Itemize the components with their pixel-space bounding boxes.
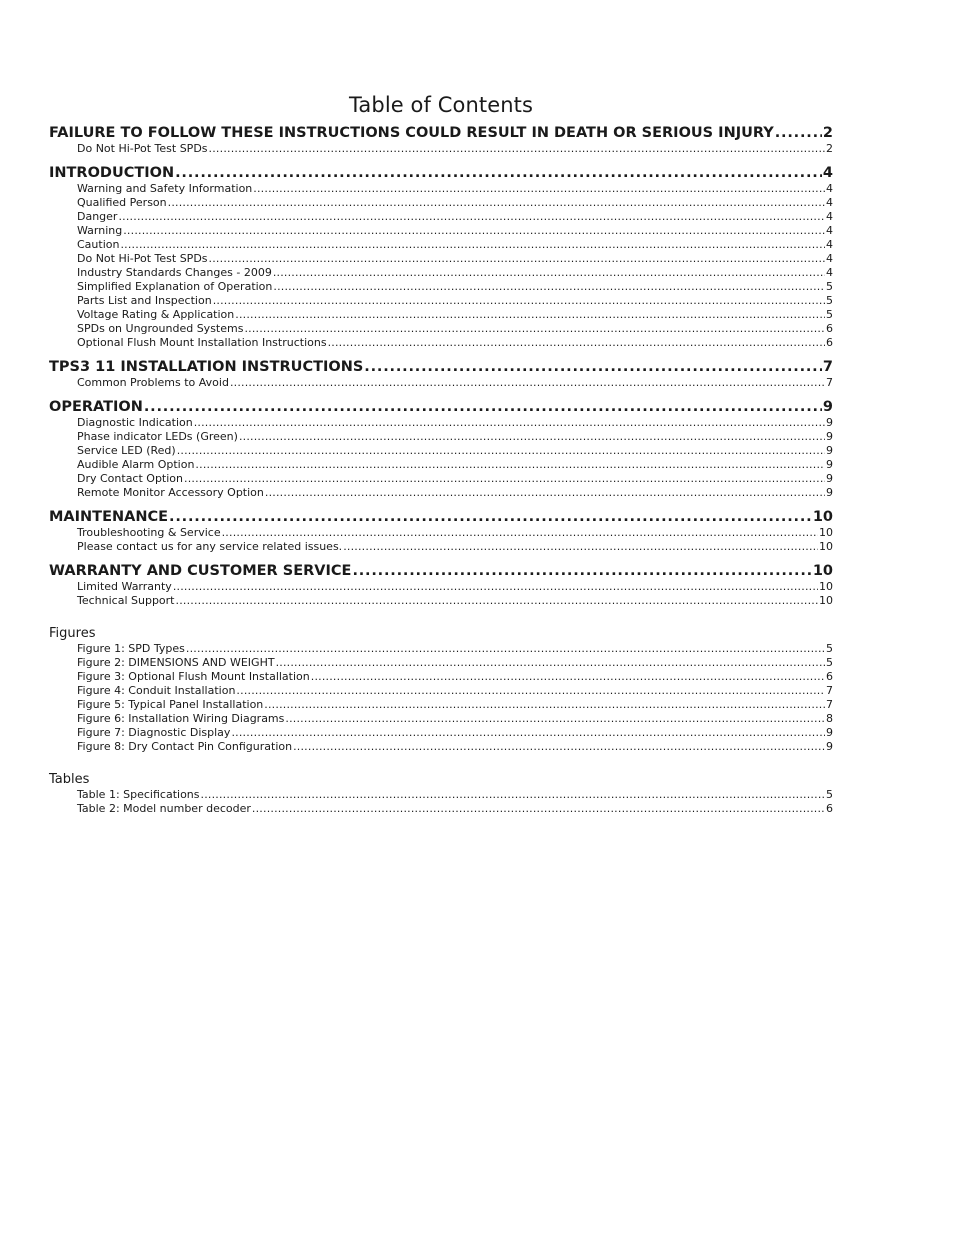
toc-page-number: 4 [826, 224, 833, 237]
figure-entry[interactable] [49, 642, 833, 656]
toc-section-heading[interactable] [49, 562, 833, 580]
dot-leader [123, 224, 825, 238]
toc-page-number: 7 [822, 359, 833, 375]
toc-entry[interactable] [49, 526, 833, 540]
dot-leader [144, 398, 822, 416]
toc-entry-label: Optional Flush Mount Installation Instructions [77, 336, 327, 349]
toc-section-heading[interactable] [49, 164, 833, 182]
toc-page-number: 9 [826, 740, 833, 753]
tables-list [49, 772, 833, 816]
toc-entry-label: Voltage Rating & Application [77, 308, 235, 321]
tables-heading: Tables [49, 772, 90, 787]
toc-page-number: 4 [826, 196, 833, 209]
dot-leader [364, 358, 822, 376]
toc-entry-label: Warning [77, 224, 123, 237]
dot-leader [222, 526, 818, 540]
toc-page-number: 6 [826, 802, 833, 815]
toc-page-number: 9 [822, 399, 833, 415]
toc-section [49, 358, 833, 390]
toc-entry-label: Do Not Hi-Pot Test SPDs [77, 142, 208, 155]
dot-leader [209, 142, 825, 156]
toc-page-number: 5 [826, 642, 833, 655]
toc-sections [49, 124, 833, 608]
toc-page-number: 5 [826, 656, 833, 669]
dot-leader [285, 712, 825, 726]
toc-entry[interactable] [49, 594, 833, 608]
figure-entry[interactable] [49, 726, 833, 740]
toc-entry[interactable] [49, 280, 833, 294]
toc-entry-label: FAILURE TO FOLLOW THESE INSTRUCTIONS COULD RESULT IN DEATH OR SERIOUS INJURY [49, 125, 774, 141]
toc-entry-label: Industry Standards Changes - 2009 [77, 266, 272, 279]
toc-entry[interactable] [49, 182, 833, 196]
table-entry[interactable] [49, 802, 833, 816]
toc-page-number: 6 [826, 336, 833, 349]
dot-leader [120, 238, 825, 252]
dot-leader [293, 740, 825, 754]
toc-entry-label: Dry Contact Option [77, 472, 184, 485]
toc-page-number: 7 [826, 376, 833, 389]
toc-entry[interactable] [49, 336, 833, 350]
toc-entry-label: MAINTENANCE [49, 509, 169, 525]
toc-page-number: 6 [826, 322, 833, 335]
toc-entry[interactable] [49, 430, 833, 444]
figure-entry[interactable] [49, 684, 833, 698]
toc-entry[interactable] [49, 238, 833, 252]
toc-entry-label: OPERATION [49, 399, 143, 415]
toc-entry[interactable] [49, 444, 833, 458]
dot-leader [231, 726, 825, 740]
toc-page-number: 10 [819, 526, 833, 539]
toc-page-number: 10 [812, 509, 833, 525]
toc-page-number: 7 [826, 698, 833, 711]
toc-entry-label: Figure 3: Optional Flush Mount Installation [77, 670, 310, 683]
dot-leader [209, 252, 825, 266]
toc-entry-label: Service LED (Red) [77, 444, 176, 457]
figure-entry[interactable] [49, 712, 833, 726]
toc-entry-label: Simplified Explanation of Operation [77, 280, 273, 293]
toc-section [49, 562, 833, 608]
toc-page-number: 9 [826, 430, 833, 443]
toc-entry[interactable] [49, 458, 833, 472]
toc-entry[interactable] [49, 196, 833, 210]
dot-leader [252, 802, 825, 816]
toc-page-number: 7 [826, 684, 833, 697]
toc-entry[interactable] [49, 224, 833, 238]
toc-page-number: 5 [826, 308, 833, 321]
toc-entry[interactable] [49, 580, 833, 594]
dot-leader [775, 124, 822, 142]
toc-section [49, 124, 833, 156]
toc-entry-label: Limited Warranty [77, 580, 172, 593]
dot-leader [273, 266, 825, 280]
toc-entry-label: Table 1: Specifications [77, 788, 200, 801]
toc-page-number: 9 [826, 416, 833, 429]
table-entry[interactable] [49, 788, 833, 802]
toc-entry-label: Figure 6: Installation Wiring Diagrams [77, 712, 285, 725]
toc-entry[interactable] [49, 308, 833, 322]
toc-section-heading[interactable] [49, 508, 833, 526]
toc-page-number: 2 [826, 142, 833, 155]
toc-page-number: 4 [826, 266, 833, 279]
toc-page-number: 9 [826, 726, 833, 739]
toc-entry[interactable] [49, 210, 833, 224]
toc-entry[interactable] [49, 294, 833, 308]
toc-entry[interactable] [49, 322, 833, 336]
toc-page-number: 10 [812, 563, 833, 579]
toc-entry[interactable] [49, 472, 833, 486]
toc-entry-label: SPDs on Ungrounded Systems [77, 322, 244, 335]
page-title: Table of Contents [348, 93, 534, 117]
dot-leader [168, 196, 825, 210]
toc-entry-label: Remote Monitor Accessory Option [77, 486, 264, 499]
toc-entry-label: Qualified Person [77, 196, 167, 209]
dot-leader [236, 684, 825, 698]
toc-entry-label: TPS3 11 INSTALLATION INSTRUCTIONS [49, 359, 364, 375]
toc-page-number: 10 [819, 594, 833, 607]
toc-page-number: 5 [826, 280, 833, 293]
toc-page-number: 4 [826, 252, 833, 265]
toc-page-number: 6 [826, 670, 833, 683]
toc-entry[interactable] [49, 486, 833, 500]
toc-section [49, 398, 833, 500]
dot-leader [235, 308, 825, 322]
dot-leader [186, 642, 825, 656]
figure-entry[interactable] [49, 740, 833, 754]
toc-entry-label: Diagnostic Indication [77, 416, 193, 429]
dot-leader [177, 444, 825, 458]
dot-leader [253, 182, 825, 196]
dot-leader [273, 280, 825, 294]
dot-leader [311, 670, 825, 684]
toc-section-heading[interactable] [49, 398, 833, 416]
toc-entry-label: Figure 2: DIMENSIONS AND WEIGHT [77, 656, 275, 669]
toc-page [49, 93, 833, 816]
toc-page-number: 8 [826, 712, 833, 725]
toc-page-number: 9 [826, 458, 833, 471]
toc-section-heading[interactable] [49, 124, 833, 142]
toc-page-number: 9 [826, 472, 833, 485]
toc-page-number: 5 [826, 294, 833, 307]
toc-entry-label: Caution [77, 238, 120, 251]
tables-items [49, 788, 833, 816]
toc-entry-label: Figure 8: Dry Contact Pin Configuration [77, 740, 293, 753]
dot-leader [173, 580, 818, 594]
figures-heading: Figures [49, 626, 96, 641]
dot-leader [169, 508, 812, 526]
figure-entry[interactable] [49, 670, 833, 684]
toc-page-number: 10 [819, 580, 833, 593]
toc-section-heading[interactable] [49, 358, 833, 376]
toc-entry-label: Table 2: Model number decoder [77, 802, 251, 815]
toc-page-number: 5 [826, 788, 833, 801]
figures-list [49, 626, 833, 754]
dot-leader [184, 472, 825, 486]
toc-page-number: 4 [826, 182, 833, 195]
dot-leader [244, 322, 825, 336]
dot-leader [264, 698, 825, 712]
toc-entry[interactable] [49, 416, 833, 430]
toc-entry[interactable] [49, 142, 833, 156]
dot-leader [230, 376, 825, 390]
dot-leader [239, 430, 825, 444]
toc-page-number: 10 [819, 540, 833, 553]
toc-entry[interactable] [49, 540, 833, 554]
toc-entry-label: Common Problems to Avoid [77, 376, 229, 389]
dot-leader [118, 210, 825, 224]
toc-page-number: 4 [826, 238, 833, 251]
toc-entry-label: Please contact us for any service related issues. [77, 540, 343, 553]
toc-entry-label: Troubleshooting & Service [77, 526, 221, 539]
toc-section [49, 508, 833, 554]
toc-page-number: 9 [826, 486, 833, 499]
toc-entry-label: Figure 4: Conduit Installation [77, 684, 236, 697]
toc-entry[interactable] [49, 252, 833, 266]
toc-entry-label: INTRODUCTION [49, 165, 175, 181]
dot-leader [194, 416, 825, 430]
toc-entry-label: Phase indicator LEDs (Green) [77, 430, 238, 443]
figure-entry[interactable] [49, 656, 833, 670]
figure-entry[interactable] [49, 698, 833, 712]
figures-items [49, 642, 833, 754]
toc-entry-label: Warning and Safety Information [77, 182, 253, 195]
toc-page-number: 4 [826, 210, 833, 223]
dot-leader [195, 458, 825, 472]
dot-leader [343, 540, 818, 554]
dot-leader [276, 656, 825, 670]
toc-entry-label: Parts List and Inspection [77, 294, 212, 307]
dot-leader [175, 164, 822, 182]
toc-page-number: 9 [826, 444, 833, 457]
toc-entry-label: Danger [77, 210, 118, 223]
toc-entry-label: Technical Support [77, 594, 175, 607]
toc-entry-label: Figure 1: SPD Types [77, 642, 185, 655]
toc-page-number: 4 [822, 165, 833, 181]
dot-leader [265, 486, 825, 500]
dot-leader [352, 562, 811, 580]
dot-leader [328, 336, 825, 350]
toc-entry-label: Audible Alarm Option [77, 458, 195, 471]
toc-section [49, 164, 833, 350]
toc-entry-label: Do Not Hi-Pot Test SPDs [77, 252, 208, 265]
toc-entry-label: Figure 5: Typical Panel Installation [77, 698, 264, 711]
dot-leader [201, 788, 826, 802]
toc-page-number: 2 [822, 125, 833, 141]
dot-leader [213, 294, 825, 308]
dot-leader [176, 594, 819, 608]
toc-entry-label: WARRANTY AND CUSTOMER SERVICE [49, 563, 352, 579]
toc-entry[interactable] [49, 376, 833, 390]
toc-entry-label: Figure 7: Diagnostic Display [77, 726, 231, 739]
toc-entry[interactable] [49, 266, 833, 280]
